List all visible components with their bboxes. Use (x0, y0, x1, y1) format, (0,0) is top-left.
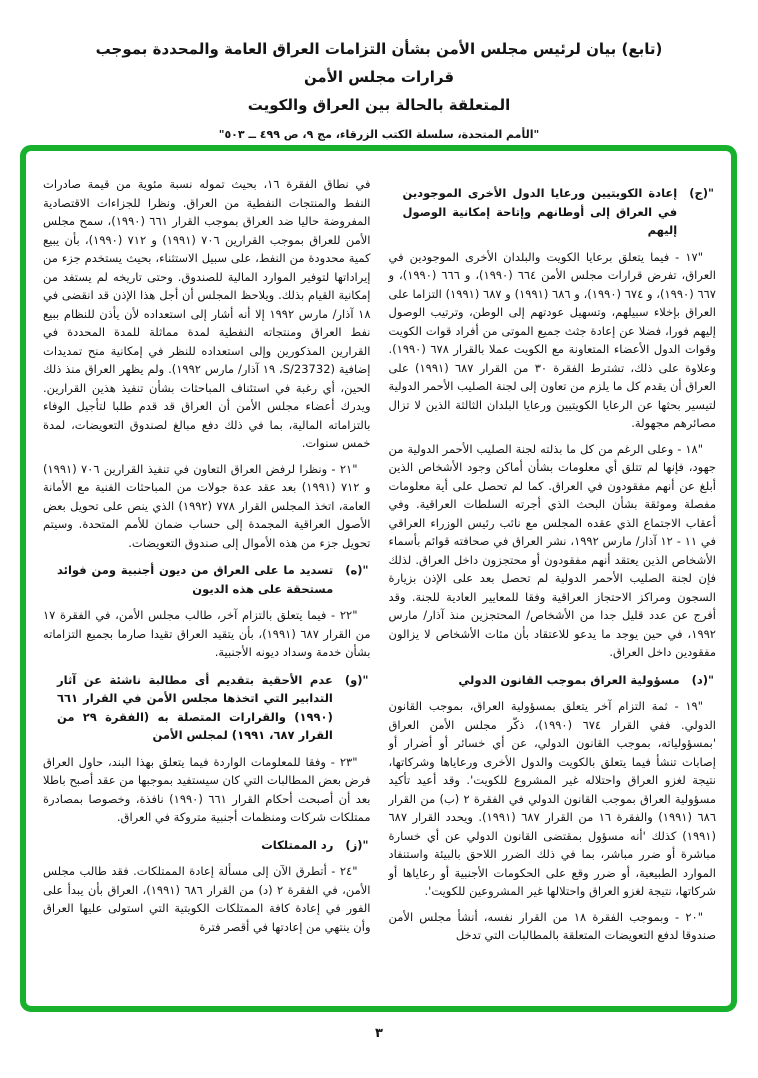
section-marker: "(ز) (345, 837, 369, 852)
text-column-right (389, 175, 717, 952)
body-paragraph: "٢٠ - وبموجب الفقرة ١٨ من القرار نفسه، أنشأ مجلس الأمن صندوقا لدفع التعويضات المتعلقة بالمطالبات التي تدخل (388, 909, 716, 942)
section-marker: "(ج) (689, 186, 714, 200)
section-heading-text: تسديد ما على العراق من ديون أجنبية ومن فوائد مستحقة على هذه الديون (57, 563, 334, 596)
body-paragraph: "١٧ - فيما يتعلق برعايا الكويت والبلدان الأخرى الموجودين في العراق، تفرض قرارات مجلس الأمن ٦٦٤ (١٩٩٠)، و ٦٦٦ (١٩٩٠)، و ٦٦٧ (١٩٩٠)، و ٦٧٤ (١٩٩٠)، و ٦٨٦ (١٩٩١) و ٦٨٧ (١٩٩١) التزاما على العراق بإخلاء سبيلهم، وتسهيل عودتهم إلى الوطن، وترتيب الوصول إليهم فورا، فضلا عن إعادة جثث جميع الموتى من أفراد قوات الكويت وقوات الدول الأعضاء المتعاونة مع الكويت عملا بالقرار ٦٧٨ (١٩٩٠). وعلاوة على ذلك، تشترط الفقرة ٣٠ من القرار ٦٨٧ (١٩٩١) على العراق أن يقدم كل ما يلزم من تعاون إلى لجنة الصليب الأحمر الدولية لتيسير بحثها عن الرعايا الكويتيين ورعايا البلدان الثالثة الذين لا تزال مصائرهم مجهولة. (388, 249, 716, 430)
section-heading-text: عدم الأحقية بتقديم أى مطالبة ناشئة عن آثار التدابير التي اتخذها مجلس الأمن في القرار ٦٦١ (١٩٩٠) والقرارات المتصلة به (الفقرة ٢٩ من القرار ٦٨٧، ١٩٩١) لمجلس الأمن (57, 672, 333, 742)
page-number: ٣ (375, 1026, 383, 1041)
section-marker: "(ه) (345, 563, 369, 577)
body-paragraph: "٢٢ - فيما يتعلق بالتزام آخر، طالب مجلس الأمن، في الفقرة ١٧ من القرار ٦٨٧ (١٩٩١)، بأن يتقيد العراق تقيدا صارما بجميع التزاماته بشأن خدمة وسداد ديونه الأجنبية. (43, 608, 371, 659)
document-title-line1: (تابع) بيان لرئيس مجلس الأمن بشأن التزامات العراق العامة والمحددة بموجب قرارات مجلس الأمن (95, 40, 663, 86)
body-paragraph: في نطاق الفقرة ١٦، بحيث تموله نسبة مئوية من قيمة صادرات النفط والمنتجات النفطية من العراق. ونظرا للجزاءات الاقتصادية المفروضة حاليا ضد العراق بموجب القرار ٦٦١ (١٩٩٠)، سمح مجلس الأمن للعراق بموجب القرارين ٧٠٦ (١٩٩١) و ٧١٢ (١٩٩٠)، بأن يبيع كمية محدودة من النفط، على سبيل الاستثناء، بحيث يستخدم جزء من إيراداتها لتوفير الموارد المالية للصندوق. وحتى تاريخه لم يستفد من إمكانية القيام بذلك. ويلاحظ المجلس أن أجل هذا الإذن قد انقضى في ١٨ آذار/ مارس ١٩٩٢ إلا أنه أشار إلى استعداده لأن يأذن للنظام ببيع نفط العراق ومنتجاته النفطية لمدة مماثلة للمدة المحددة في القرارين المذكورين وإلى استعداده للنظر في إمكانية منح تمديدات إضافية (S/23732، ١٩ آذار/ مارس ١٩٩٢). ولم يظهر العراق منذ ذلك الحين، أي رغبة في استئناف المباحثات بشأن تنفيذ هذين القرارين. ويدرك أعضاء مجلس الأمن أن العراق قد قدم طلبا لتأجيل الوفاء بالتزاماته المالية، بما في ذلك دفع مبالغ لصندوق التعويضات، لمدة خمس سنوات. (43, 177, 371, 450)
section-heading (43, 561, 369, 598)
document-header (0, 36, 758, 141)
body-paragraph: "١٩ - ثمة التزام آخر يتعلق بمسؤولية العراق، بموجب القانون الدولي. ففي القرار ٦٧٤ (١٩٩٠)، ذكّر مجلس الأمن العراق 'بمسؤولياته، بموجب القانون الدولي، عن أي خسائر أو أضرار أو إصابات تنشأ فيما يتعلق بالكويت والدول الأخرى ورعاياها وشركاتها، نتيجة لغزو العراق واحتلاله غير المشروع للكويت'. وقد أعيد تأكيد مسؤولية العراق بموجب القانون الدولي في الفقرة ٢ (ب) من القرار ٦٨٦ (١٩٩١) والفقرة ١٦ من القرار ٦٨٧ (١٩٩١). ويحدد القرار ٦٨٧ (١٩٩١) كذلك 'أنه مسؤول بمقتضى القانون الدولي عن أي خسارة مباشرة أو ضرر مباشر، بما في ذلك الضرر اللاحق بالبيئة واستنفاد الموارد الطبيعية، أو ضرر وقع على الحكومات الأجنبية أو رعاياها أو شركاتها، نتيجة لغزو العراق واحتلالها غير المشروعين للكويت'. (388, 699, 716, 898)
body-paragraph: "٢٤ - أتطرق الآن إلى مسألة إعادة الممتلكات. فقد طالب مجلس الأمن، في الفقرة ٢ (د) من القرار ٦٨٦ (١٩٩١)، العراق بأن يبدأ على الفور في إعادة كافة الممتلكات الكويتية التي استولى عليها العراق وأن ينتهي من إعادتها في أقصر فترة (43, 864, 371, 934)
body-paragraph: "٢٣ - وفقا للمعلومات الواردة فيما يتعلق بهذا البند، حاول العراق فرض بعض المطالبات التي كان سيستفيد بموجبها من عقد أصبح باطلا بعد أن أصبحت أحكام القرار ٦٦١ (١٩٩٠) نافذة، وخصوصا بمصادرة ممتلكات شركات ومنظمات أجنبية متروكة في العراق. (43, 754, 371, 824)
document-source-citation: "الأمم المتحدة، سلسلة الكتب الزرقاء، مج ٩، ص ٤٩٩ ــ ٥٠٣" (218, 128, 540, 142)
section-heading (43, 671, 369, 745)
content-frame (20, 145, 737, 1012)
body-paragraph: "١٨ - وعلى الرغم من كل ما بذلته لجنة الصليب الأحمر الدولية من جهود، فإنها لم تتلق أي معلومات بشأن أماكن وجود الأشخاص الذين أبلغ عن أنهم مفقودون في العراق. كما لم تحصل على أية معلومات مفصلة وموثقة بشأن البحث الذي أجرته السلطات العراقية. وفي أعقاب الاجتماع الذي عقده المجلس مع نائب رئيس الوزراء العراقي في ١١ - ١٢ آذار/ مارس ١٩٩٢، نشر العراق في صحافته قوائم بأسماء الأشخاص الذين يعتقد أنهم مفقودون أو محتجزون داخل العراق. لذلك فإن لجنة الصليب الأحمر الدولية لم تحصل بعد على الإذن بزيارة السجون ومراكز الاحتجاز العراقية وفقا للمعايير العادية للجنة. وقد أفرج عن عدد قليل جدا من الأشخاص/ المحتجزين منذ آذار/ مارس ١٩٩٢، في حين يوجد ما يدعو للاعتقاد بأن مئات الأشخاص لا يزالون مفقودين داخل العراق. (388, 441, 716, 659)
section-heading-text: إعادة الكويتيين ورعايا الدول الأخرى الموجودين في العراق إلى أوطانهم وإتاحة إمكانية الوصول إليهم (402, 186, 678, 237)
document-title-line2: المتعلقة بالحالة بين العراق والكويت (247, 95, 511, 114)
body-paragraph: "٢١ - ونظرا لرفض العراق التعاون في تنفيذ القرارين ٧٠٦ (١٩٩١) و ٧١٢ (١٩٩١) بعد عقد عدة جولات من المباحثات الفنية مع الأمانة العامة، اتخذ المجلس القرار ٧٧٨ (١٩٩٢) الذي ينص على تحويل بعض الأصول العراقية المجمدة إلى حساب ضمان للأمم المتحدة. وسيتم تحويل جزء من هذه الأموال إلى صندوق التعويضات. (43, 461, 371, 550)
section-heading (389, 184, 715, 240)
section-marker: "(و) (344, 672, 369, 687)
section-heading-text: مسؤولية العراق بموجب القانون الدولي (458, 672, 680, 687)
text-column-left (43, 175, 371, 952)
section-heading (43, 836, 369, 855)
section-heading (389, 671, 715, 690)
section-heading-text: رد الممتلكات (261, 837, 334, 852)
section-marker: "(د) (691, 672, 714, 687)
text-columns (26, 151, 731, 968)
